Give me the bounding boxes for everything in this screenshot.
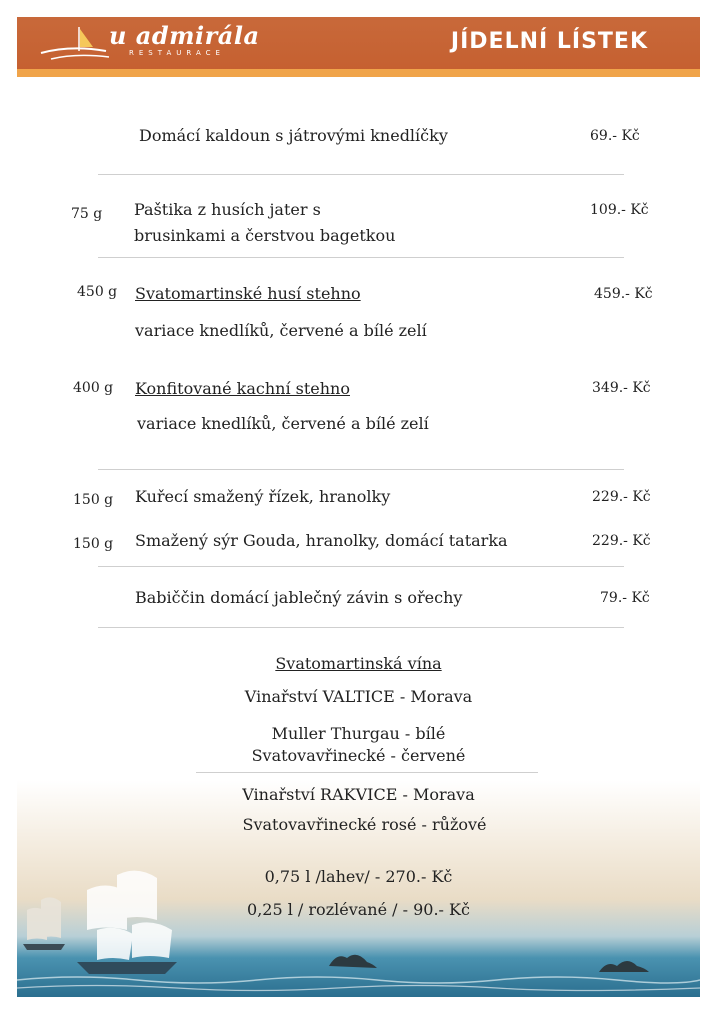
cheese-weight: 150 g (73, 536, 114, 552)
cheese-price: 229.- Kč (592, 533, 651, 549)
schnitzel-weight: 150 g (73, 492, 114, 508)
pate-name-line2: brusinkami a čerstvou bagetkou (134, 226, 396, 245)
duck-name: Konfitované kachní stehno (135, 379, 350, 398)
page-title: JÍDELNÍ LÍSTEK (450, 29, 648, 54)
goose-price: 459.- Kč (594, 286, 653, 302)
wine-svatovavrinecke-rose: Svatovavřinecké rosé - růžové (242, 815, 487, 834)
price-bottle: 0,75 l /lahev/ - 270.- Kč (264, 867, 453, 886)
goose-weight: 450 g (77, 284, 118, 300)
pate-name-line1: Paštika z husích jater s (134, 200, 321, 219)
header-stripe (17, 69, 700, 77)
winery-valtice: Vinařství VALTICE - Morava (244, 687, 473, 706)
cheese-name: Smažený sýr Gouda, hranolky, domácí tatarka (135, 531, 508, 550)
divider (196, 772, 538, 773)
divider (98, 469, 624, 470)
sea-background (17, 780, 700, 997)
header-bar (17, 17, 700, 77)
strudel-name: Babiččin domácí jablečný závin s ořechy (135, 588, 463, 607)
strudel-price: 79.- Kč (600, 590, 650, 606)
divider (98, 566, 624, 567)
wine-muller-thurgau: Muller Thurgau - bílé (271, 724, 446, 743)
pate-weight: 75 g (71, 206, 103, 222)
winery-rakvice: Vinařství RAKVICE - Morava (242, 785, 475, 804)
divider (98, 627, 624, 628)
soup-name: Domácí kaldoun s játrovými knedlíčky (139, 126, 448, 145)
pate-price: 109.- Kč (590, 202, 649, 218)
soup-price: 69.- Kč (590, 128, 640, 144)
duck-weight: 400 g (73, 380, 114, 396)
goose-side: variace knedlíků, červené a bílé zelí (135, 321, 427, 340)
schnitzel-price: 229.- Kč (592, 489, 651, 505)
wines-heading: Svatomartinská vína (275, 654, 442, 673)
wine-svatovavrinecke-red: Svatovavřinecké - červené (251, 746, 466, 765)
duck-side: variace knedlíků, červené a bílé zelí (137, 414, 429, 433)
price-glass: 0,25 l / rozlévané / - 90.- Kč (247, 900, 470, 919)
schnitzel-name: Kuřecí smažený řízek, hranolky (135, 487, 391, 506)
ship-illustration (17, 780, 700, 997)
divider (98, 257, 624, 258)
ship-logo-icon (31, 23, 111, 63)
duck-price: 349.- Kč (592, 380, 651, 396)
divider (98, 174, 624, 175)
brand-name: u admirála (109, 21, 260, 50)
brand-subtitle: RESTAURACE (129, 49, 225, 57)
goose-name: Svatomartinské husí stehno (135, 284, 361, 303)
